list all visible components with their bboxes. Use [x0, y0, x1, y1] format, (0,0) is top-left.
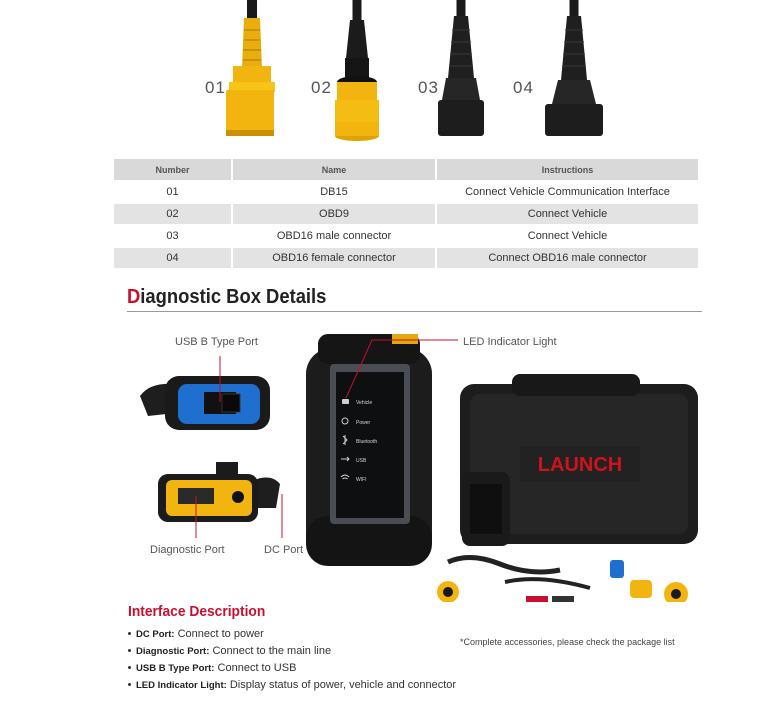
asterisk-icon: *	[460, 637, 464, 647]
col-header-name: Name	[231, 159, 435, 180]
connector-number-02: 02	[311, 78, 332, 97]
col-header-number: Number	[114, 159, 231, 180]
desc-dc-port: Connect to power	[177, 628, 264, 640]
section-heading	[127, 286, 326, 309]
cell-name: OBD9	[231, 204, 435, 224]
cell-name: OBD16 female connector	[231, 248, 435, 268]
usb-port-view-image	[140, 376, 270, 430]
table-header-row	[114, 159, 698, 180]
cell-instructions: Connect OBD16 male connector	[435, 248, 698, 268]
term-led-light: LED Indicator Light:	[136, 680, 227, 691]
cell-instructions: Connect Vehicle Communication Interface	[435, 182, 698, 202]
diagnostic-port-callout: Diagnostic Port	[150, 544, 225, 556]
accessories-note-text: Complete accessories, please check the package list	[463, 637, 675, 647]
connector-number-03: 03	[418, 78, 439, 97]
term-diagnostic-port: Diagnostic Port:	[136, 646, 210, 657]
list-item	[128, 677, 456, 694]
table-row	[114, 248, 698, 268]
device-label-bluetooth: Bluetooth	[356, 439, 378, 445]
diagnostic-port-view-image	[158, 462, 280, 522]
heading-initial: D	[127, 286, 141, 308]
device-label-usb: USB	[356, 458, 367, 464]
usb-port-callout: USB B Type Port	[175, 336, 258, 348]
device-label-wifi: WIFI	[356, 477, 367, 483]
cell-number: 02	[114, 204, 231, 224]
connector-number-04: 04	[513, 78, 534, 97]
cell-number: 04	[114, 248, 231, 268]
list-item	[128, 660, 456, 677]
term-dc-port: DC Port:	[136, 629, 175, 640]
list-item	[128, 626, 456, 643]
case-brand-logo: LAUNCH	[537, 454, 623, 476]
connector-obd16-male-image	[438, 0, 484, 136]
cell-name: OBD16 male connector	[231, 226, 435, 246]
connectors-illustration	[0, 0, 757, 150]
desc-diagnostic-port: Connect to the main line	[212, 645, 332, 657]
col-header-instructions: Instructions	[435, 159, 698, 180]
cell-instructions: Connect Vehicle	[435, 226, 698, 246]
interface-description-title: Interface Description	[128, 603, 266, 620]
heading-rest: iagnostic Box Details	[140, 286, 327, 308]
connector-spec-table	[114, 157, 698, 270]
desc-usb-port: Connect to USB	[217, 662, 297, 674]
device-label-power: Power	[356, 420, 371, 426]
vehicle-icon	[342, 399, 349, 404]
cell-name: DB15	[231, 182, 435, 202]
connector-number-01: 01	[205, 78, 226, 97]
connector-obd9-image	[335, 0, 379, 141]
carry-case-image	[437, 374, 698, 602]
term-usb-port: USB B Type Port:	[136, 663, 215, 674]
cell-number: 01	[166, 186, 179, 198]
interface-description-list	[128, 626, 456, 694]
desc-led-light: Display status of power, vehicle and connector	[229, 679, 457, 691]
accessories-note	[460, 637, 675, 647]
diagnostic-box-image	[306, 334, 432, 566]
device-label-vehicle: Vehicle	[356, 400, 373, 406]
list-item	[128, 643, 456, 660]
table-row	[114, 204, 698, 224]
cell-instructions: Connect Vehicle	[435, 204, 698, 224]
connector-db15-image	[226, 0, 275, 136]
led-indicator-callout: LED Indicator Light	[463, 336, 557, 348]
diagnostic-box-illustration	[0, 312, 757, 602]
table-row	[114, 226, 698, 246]
dc-port-callout: DC Port	[264, 544, 304, 556]
cell-number: 03	[166, 230, 179, 242]
connector-obd16-female-image	[545, 0, 603, 136]
table-row	[114, 182, 698, 202]
